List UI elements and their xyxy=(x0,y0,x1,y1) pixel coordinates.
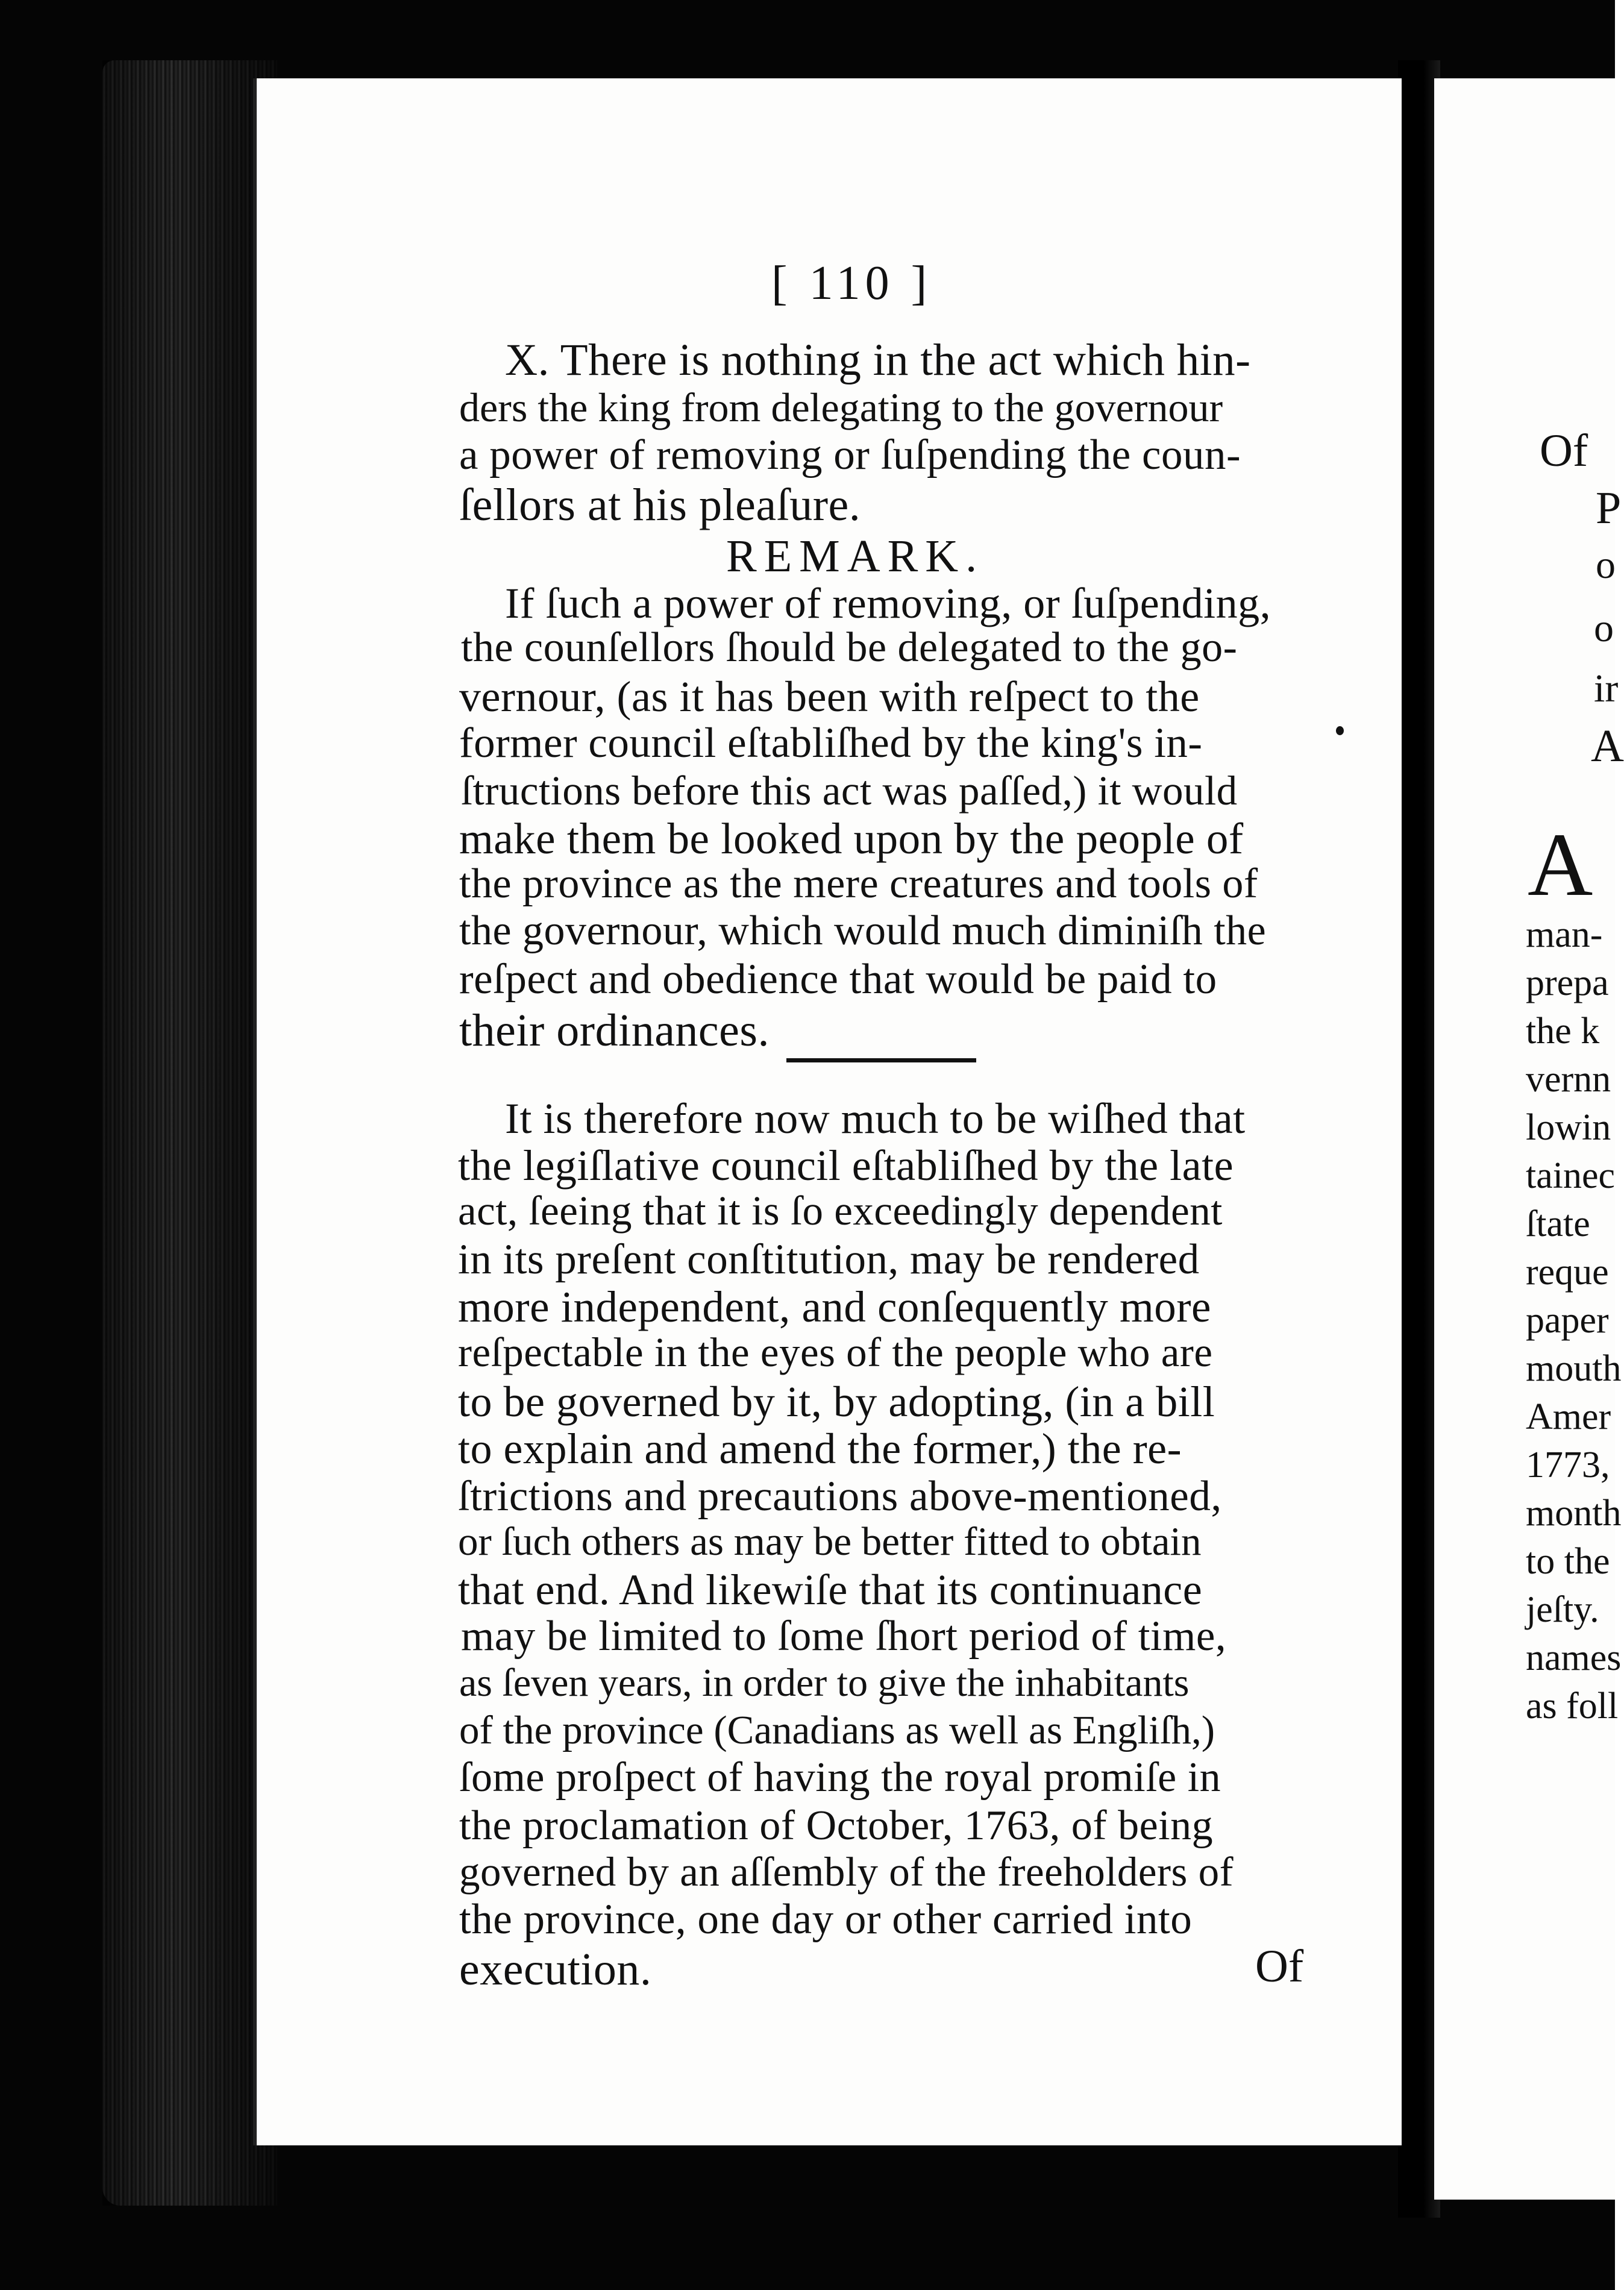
remark-line: make them be looked upon by the people of xyxy=(459,814,1244,863)
book-fore-edge-shadow xyxy=(102,60,277,2206)
remark-line: vernour, (as it has been with reſpect to the xyxy=(459,673,1200,721)
ink-spot xyxy=(1336,726,1344,735)
facing-line-fragment: lowin xyxy=(1526,1107,1611,1148)
facing-heading-fragment: A xyxy=(1591,721,1624,771)
conclusion-line: may be limited to ſome ſhort period of time, xyxy=(461,1613,1227,1660)
facing-line-fragment: as foll xyxy=(1526,1686,1619,1727)
facing-heading-fragment: o xyxy=(1596,543,1616,587)
conclusion-line: governed by an aſſembly of the freeholders of xyxy=(459,1849,1234,1895)
facing-line-fragment: paper xyxy=(1526,1300,1609,1341)
conclusion-line: in its preſent conſtitution, may be rendered xyxy=(458,1236,1200,1283)
facing-drop-cap: A xyxy=(1528,815,1593,915)
section-x-line: X. There is nothing in the act which hin- xyxy=(505,335,1251,385)
facing-line-fragment: mouth xyxy=(1526,1348,1622,1389)
conclusion-line: the legiſlative council eſtabliſhed by the late xyxy=(458,1141,1234,1190)
facing-heading-fragment: ir xyxy=(1594,667,1619,711)
facing-line-fragment: reque xyxy=(1526,1252,1609,1293)
facing-heading-fragment: Of xyxy=(1540,425,1588,476)
conclusion-line: as ſeven years, in order to give the inhabitants xyxy=(459,1661,1190,1705)
page-number: [ 110 ] xyxy=(771,257,932,310)
conclusion-line: execution. xyxy=(459,1944,652,1995)
facing-line-fragment: Amer xyxy=(1526,1396,1611,1437)
remark-line: reſpect and obedience that would be paid to xyxy=(459,956,1217,1003)
conclusion-line: reſpectable in the eyes of the people who are xyxy=(458,1329,1213,1375)
remark-line: former council eſtabliſhed by the king's in- xyxy=(459,720,1203,767)
facing-line-fragment: names xyxy=(1526,1637,1622,1678)
facing-line-fragment: the k xyxy=(1526,1011,1600,1052)
facing-line-fragment: ſtate xyxy=(1526,1203,1590,1244)
facing-line-fragment: jeſty. xyxy=(1526,1589,1599,1630)
conclusion-line: It is therefore now much to be wiſhed that xyxy=(505,1094,1246,1143)
remark-line: the province as the mere creatures and tools of xyxy=(459,861,1258,907)
section-x-line: ders the king from delegating to the governour xyxy=(459,384,1223,430)
conclusion-line: act, ſeeing that it is ſo exceedingly dependent xyxy=(458,1188,1223,1234)
conclusion-line: to be governed by it, by adopting, (in a bill xyxy=(458,1378,1215,1426)
remark-line: If ſuch a power of removing, or ſuſpending, xyxy=(505,579,1271,627)
scan-border-left xyxy=(0,0,102,2290)
facing-line-fragment: tainec xyxy=(1526,1155,1616,1196)
conclusion-line: or ſuch others as may be better fitted to obtain xyxy=(458,1519,1202,1564)
section-x-line: a power of removing or ſuſpending the coun- xyxy=(459,431,1241,478)
facing-line-fragment: 1773, xyxy=(1526,1445,1610,1485)
conclusion-line: that end. And likewiſe that its continuance xyxy=(458,1566,1203,1614)
facing-heading-fragment: P xyxy=(1596,483,1622,533)
conclusion-line: the province, one day or other carried into xyxy=(459,1896,1193,1943)
remark-line: the governour, which would much diminiſh the xyxy=(459,908,1267,954)
facing-line-fragment: vernn xyxy=(1526,1059,1611,1100)
remark-heading: REMARK. xyxy=(726,531,985,582)
remark-line: the counſellors ſhould be delegated to the go- xyxy=(461,624,1238,671)
conclusion-line: ſome proſpect of having the royal promiſe in xyxy=(459,1754,1221,1801)
conclusion-line: of the province (Canadians as well as Engliſh,) xyxy=(459,1708,1215,1752)
section-divider xyxy=(786,1058,976,1062)
conclusion-line: more independent, and conſequently more xyxy=(458,1282,1211,1331)
facing-heading-fragment: o xyxy=(1594,606,1614,650)
section-x-line: ſellors at his pleaſure. xyxy=(459,480,861,530)
facing-line-fragment: man- xyxy=(1526,914,1603,955)
remark-line: ſtructions before this act was paſſed,) it would xyxy=(461,768,1238,814)
conclusion-line: the proclamation of October, 1763, of being xyxy=(459,1802,1214,1849)
conclusion-line: to explain and amend the former,) the re- xyxy=(458,1425,1182,1473)
remark-line: their ordinances. xyxy=(459,1005,770,1056)
facing-line-fragment: prepa xyxy=(1526,962,1609,1003)
conclusion-line: ſtrictions and precautions above-mentioned, xyxy=(458,1473,1222,1520)
facing-line-fragment: to the xyxy=(1526,1541,1610,1582)
facing-line-fragment: month xyxy=(1526,1493,1622,1534)
catchword: Of xyxy=(1255,1941,1304,1992)
